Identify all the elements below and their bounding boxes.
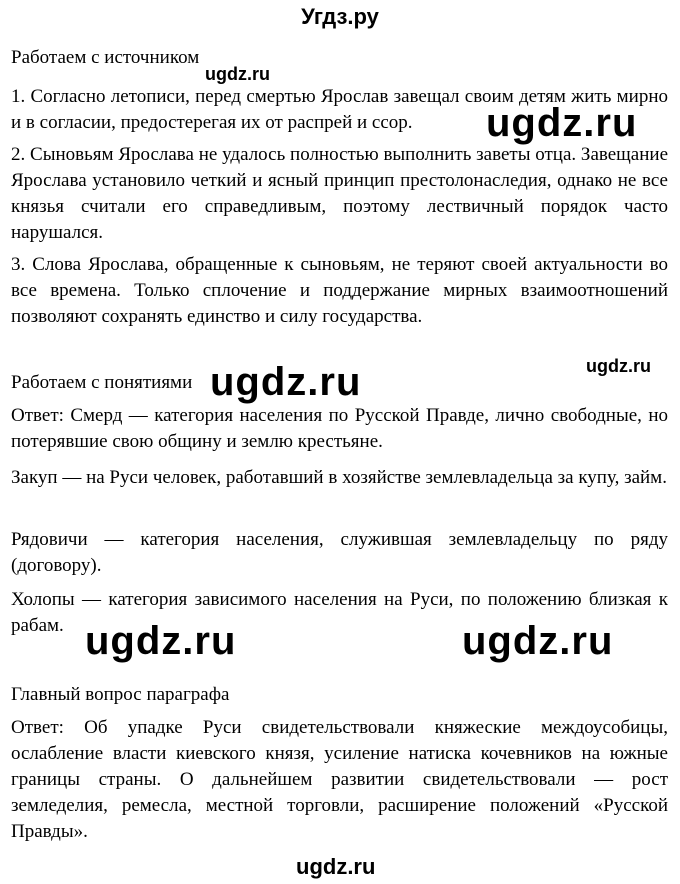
source-answer-3: 3. Слова Ярослава, обращенные к сыновьям, не теряют своей актуальности во все времена. Только сплочение и поддержание мирных взаимоотношений позволяют сохранять единство и силу государства. (11, 254, 668, 327)
watermark: ugdz.ru (85, 619, 237, 663)
watermark: ugdz.ru (586, 356, 651, 376)
section-heading-source: Работаем с источником (11, 47, 200, 68)
site-title: Угдз.ру (301, 4, 379, 29)
watermark: ugdz.ru (210, 360, 362, 404)
section-heading-main-question: Главный вопрос параграфа (11, 684, 230, 705)
watermark: ugdz.ru (486, 101, 638, 145)
concept-smerd: Ответ: Смерд — категория населения по Русской Правде, лично свободные, но потерявшие свою общину и землю крестьяне. (11, 405, 668, 452)
concept-zakup: Закуп — на Руси человек, работавший в хозяйстве землевладельца за купу, займ. (11, 467, 667, 488)
watermark: ugdz.ru (205, 64, 270, 84)
source-answer-2: 2. Сыновьям Ярослава не удалось полностью выполнить заветы отца. Завещание Ярослава установило четкий и ясный принцип престолонаследия, однако не все князья считали его справедливым, поэтому лествичный порядок часто нарушался. (11, 144, 668, 243)
concept-ryadovichi: Рядовичи — категория населения, служившая землевладельцу по ряду (договору). (11, 529, 668, 576)
section-heading-concepts: Работаем с понятиями (11, 372, 193, 393)
watermark-footer: ugdz.ru (296, 854, 376, 879)
source-answer-1: 1. Согласно летописи, перед смертью Ярослав завещал своим детям жить мирно и в согласии, предостерегая их от распрей и ссор. (11, 86, 668, 133)
main-question-answer: Ответ: Об упадке Руси свидетельствовали княжеские междоусобицы, ослабление власти киевского князя, усиление натиска кочевников на южные границы страны. О дальнейшем развитии свидетельствовали — рост земледелия, ремесла, местной торговли, расширение положений «Русской Правды». (11, 717, 668, 842)
concept-kholopy: Холопы — категория зависимого населения на Руси, по положению близкая к рабам. (11, 589, 668, 636)
watermark: ugdz.ru (462, 619, 614, 663)
